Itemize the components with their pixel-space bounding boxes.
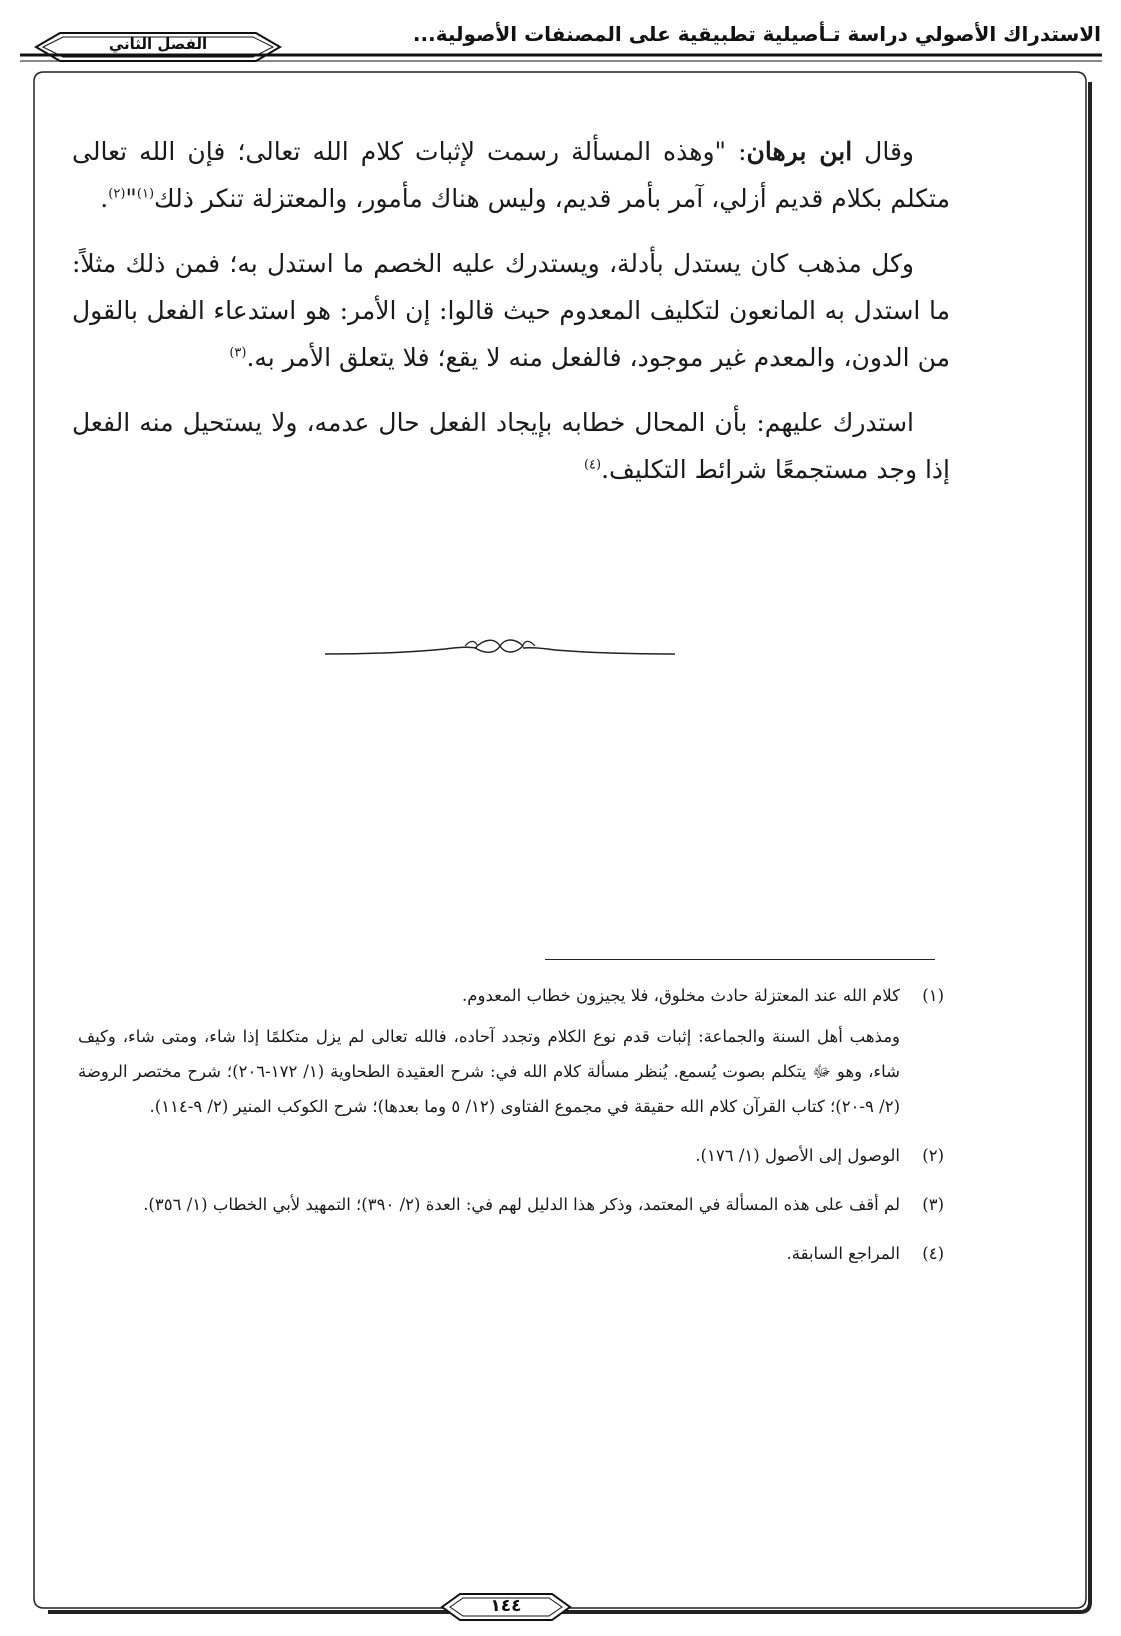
body-text xyxy=(72,128,950,511)
p1-prefix: وقال xyxy=(852,137,914,166)
p3-text: استدرك عليهم: بأن المحال خطابه بإيجاد الفعل حال عدمه، ولا يستحيل منه الفعل إذا وجد مستجمعًا شرائط التكليف. xyxy=(72,408,950,484)
footnote-ref-1[interactable]: (١) xyxy=(136,186,155,202)
header-rule xyxy=(20,52,1102,64)
footnote-separator xyxy=(545,959,935,960)
section-divider-ornament xyxy=(325,630,675,666)
footnote-ref-3[interactable]: (٣) xyxy=(229,345,247,361)
footnote-body xyxy=(78,1236,900,1277)
footnotes xyxy=(78,978,944,1285)
paragraph-rebuttal xyxy=(72,399,950,493)
footnote-1 xyxy=(78,978,944,1130)
footnote-text: الوصول إلى الأصول (١/ ١٧٦). xyxy=(695,1146,900,1165)
footnote-body xyxy=(78,1138,900,1179)
footnote-text: المراجع السابقة. xyxy=(786,1244,900,1263)
scholar-name: ابن برهان xyxy=(746,137,853,166)
footnote-body xyxy=(78,1187,900,1228)
footnote-number: (٣) xyxy=(922,1195,944,1214)
p1-text: : "وهذه المسألة رسمت لإثبات كلام الله تعالى؛ فإن الله تعالى متكلم بكلام قديم أزلي، آمر بأمر قديم، وليس هناك مأمور، والمعتزلة تنكر ذلك xyxy=(72,137,950,213)
chapter-label: الفصل الثاني xyxy=(108,35,208,53)
footnote-4 xyxy=(78,1236,944,1277)
footnote-number: (٤) xyxy=(922,1244,944,1263)
paragraph-ibn-burhan-quote xyxy=(72,128,950,222)
footnote-2 xyxy=(78,1138,944,1179)
p2-text: وكل مذهب كان يستدل بأدلة، ويستدرك عليه الخصم ما استدل به؛ فمن ذلك مثلاً: ما استدل به المانعون لتكليف المعدوم حيث قالوا: إن الأمر: هو استدعاء الفعل بالقول من الدون، والمعدم غير موجود، فالفعل منه لا يقع؛ فلا يتعلق الأمر به. xyxy=(72,249,950,372)
running-title: الاستدراك الأصولي دراسة تـأصيلية تطبيقية على المصنفات الأصولية... xyxy=(412,22,1101,46)
footnote-3 xyxy=(78,1187,944,1228)
p1-end: . xyxy=(100,184,109,213)
page-number-tab xyxy=(440,1590,572,1624)
footnote-text: ومذهب أهل السنة والجماعة: إثبات قدم نوع الكلام وتجدد آحاده، فالله تعالى لم يزل متكلمًا إذا شاء، ومتى شاء، وكيف شاء، وهو ﷻ يتكلم بصوت يُسمع. يُنظر مسألة كلام الله في: شرح العقيدة الطحاوية (١/ ١٧٢-٢٠٦)؛ شرح مختصر الروضة (٢/ ٩-٢٠)؛ كتاب القرآن كلام الله حقيقة في مجموع الفتاوى (١٢/ ٥ وما بعدها)؛ شرح الكوكب المنير (٢/ ٩-١١٤). xyxy=(78,1027,901,1116)
footnote-body xyxy=(78,978,900,1130)
footnote-text: لم أقف على هذه المسألة في المعتمد، وذكر هذا الدليل لهم في: العدة (٢/ ٣٩٠)؛ التمهيد لأبي الخطاب (١/ ٣٥٦). xyxy=(143,1195,900,1214)
footnote-number: (١) xyxy=(922,986,944,1005)
footnote-ref-4[interactable]: (٤) xyxy=(583,457,602,473)
footnote-ref-2[interactable]: (٢) xyxy=(108,186,126,202)
footnote-number: (٢) xyxy=(922,1146,944,1165)
page-number: ١٤٤ xyxy=(490,1596,522,1616)
footnote-text: كلام الله عند المعتزلة حادث مخلوق، فلا يجيزون خطاب المعدوم. xyxy=(462,986,900,1005)
paragraph-evidence xyxy=(72,240,950,381)
p1-close-quote: " xyxy=(125,184,137,213)
